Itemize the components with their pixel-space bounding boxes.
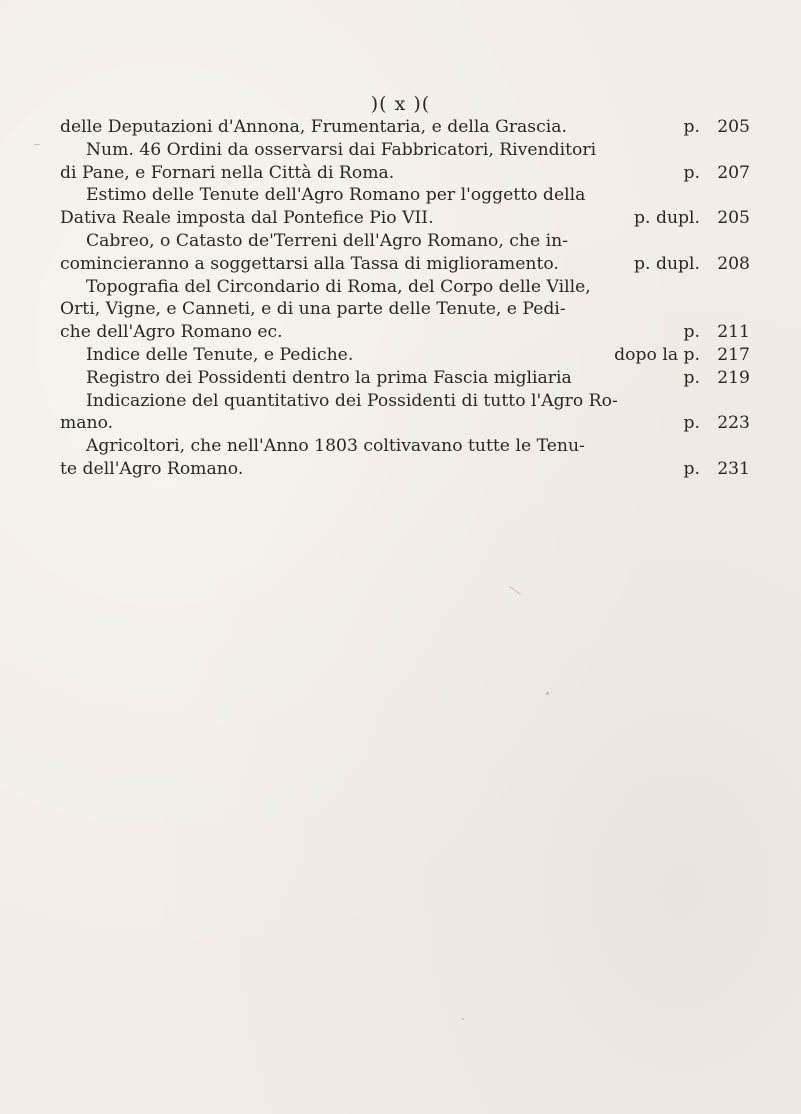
toc-line <box>60 344 750 367</box>
page-number: 219 <box>717 367 750 388</box>
page-prefix: p. <box>683 117 700 137</box>
page-number: 217 <box>717 344 750 365</box>
toc-line-text: Orti, Vigne, e Canneti, e di una parte delle Tenute, e Pedi- <box>60 299 566 320</box>
toc-line-text: delle Deputazioni d'Annona, Frumentaria, e della Grascia. <box>60 117 567 137</box>
toc-line <box>60 116 750 139</box>
toc-line <box>60 139 750 162</box>
page-prefix: p. dupl. <box>634 208 700 229</box>
page-prefix: p. <box>683 367 700 388</box>
toc-line <box>60 412 750 435</box>
toc-line <box>60 276 750 299</box>
toc-line-text: mano. <box>60 413 114 434</box>
paper-speck <box>509 586 521 595</box>
page-number: 205 <box>717 208 750 229</box>
page-prefix: p. <box>683 322 700 343</box>
toc-line-text: Indicazione del quantitativo dei Possidenti di tutto l'Agro Ro- <box>86 390 618 411</box>
toc-line <box>60 458 750 481</box>
toc-line <box>60 390 750 413</box>
toc-line-text: di Pane, e Fornari nella Città di Roma. <box>60 162 395 183</box>
toc-line <box>60 367 750 390</box>
page-number: 207 <box>717 162 750 183</box>
toc-line-text: Topografia del Circondario di Roma, del Corpo delle Ville, <box>86 276 591 297</box>
table-of-contents <box>60 116 750 481</box>
toc-line-text: Dativa Reale imposta dal Pontefice Pio VII. <box>60 208 434 229</box>
paper-speck <box>34 144 40 145</box>
page-number: 223 <box>717 413 750 434</box>
page-prefix: p. dupl. <box>634 253 700 274</box>
toc-line <box>60 321 750 344</box>
paper-speck <box>462 1018 464 1020</box>
toc-line <box>60 184 750 207</box>
page-number: 231 <box>717 458 750 479</box>
toc-line-text: Cabreo, o Catasto de'Terreni dell'Agro Romano, che in- <box>86 230 569 251</box>
toc-line-text: te dell'Agro Romano. <box>60 458 244 479</box>
toc-line <box>60 162 750 185</box>
page-number: 211 <box>717 322 750 343</box>
toc-line-text: Indice delle Tenute, e Pediche. <box>86 344 354 365</box>
paper-speck <box>546 692 549 695</box>
page-prefix: p. <box>683 413 700 434</box>
page-number: 208 <box>717 253 750 274</box>
toc-line <box>60 207 750 230</box>
toc-line-text: Registro dei Possidenti dentro la prima Fascia migliaria <box>86 367 572 388</box>
toc-line-text: Num. 46 Ordini da osservarsi dai Fabbricatori, Rivenditori <box>86 139 597 160</box>
page-prefix: dopo la p. <box>614 344 700 365</box>
toc-line <box>60 435 750 458</box>
toc-line <box>60 230 750 253</box>
page-prefix: p. <box>683 162 700 183</box>
toc-line <box>60 253 750 276</box>
toc-line-text: Agricoltori, che nell'Anno 1803 coltivavano tutte le Tenu- <box>86 436 585 457</box>
page-number: 205 <box>717 117 750 137</box>
page-prefix: p. <box>683 458 700 479</box>
toc-line-text: che dell'Agro Romano ec. <box>60 322 283 343</box>
running-head: )( x )( <box>370 93 431 115</box>
toc-line-text: comincieranno a soggettarsi alla Tassa di miglioramento. <box>60 253 559 274</box>
toc-line <box>60 298 750 321</box>
toc-line-text: Estimo delle Tenute dell'Agro Romano per l'oggetto della <box>86 185 586 206</box>
